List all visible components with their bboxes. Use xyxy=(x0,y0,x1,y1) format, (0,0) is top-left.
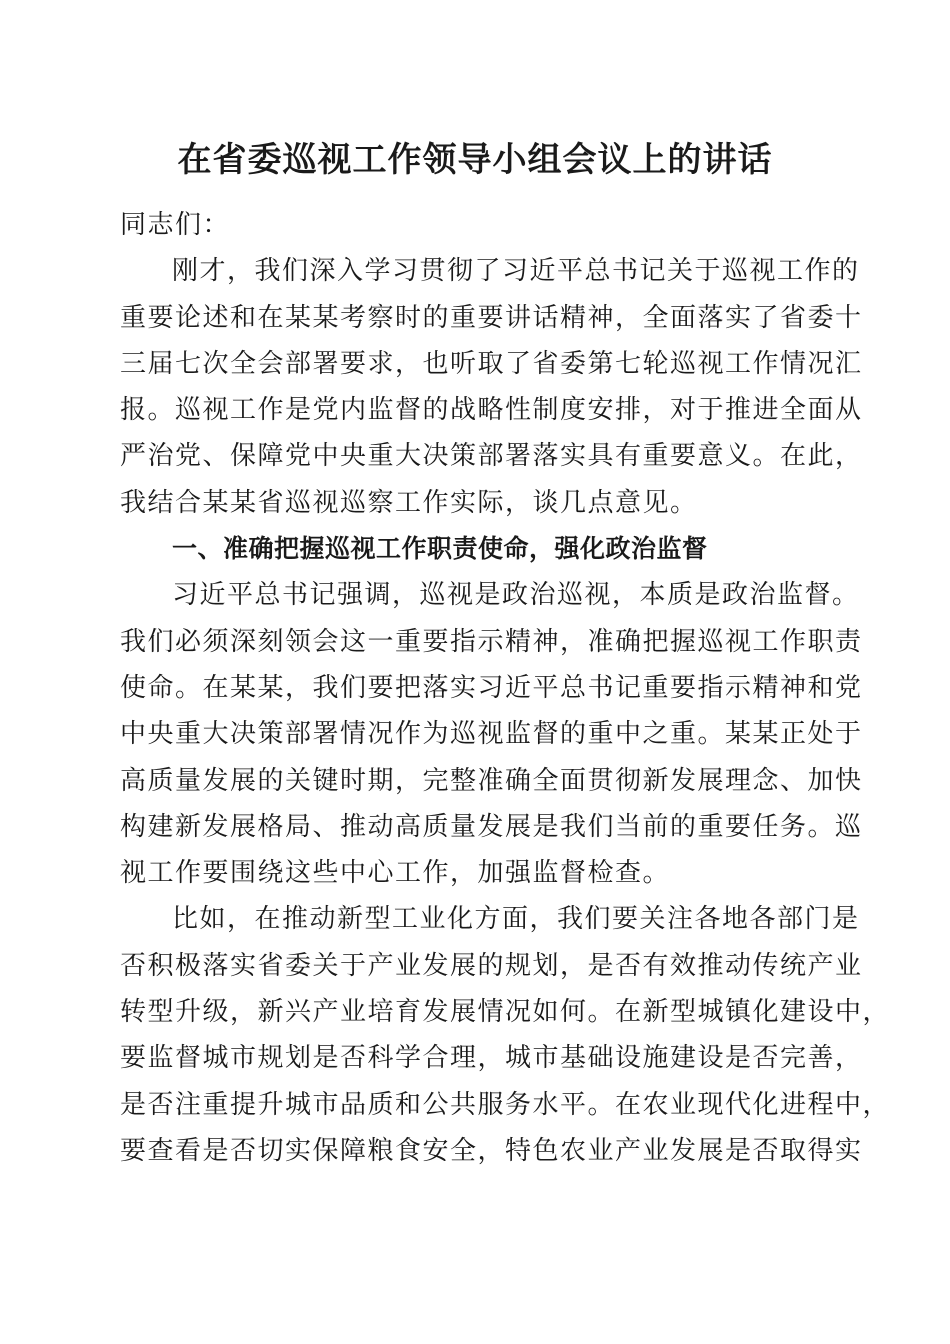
paragraph-line: 报。巡视工作是党内监督的战略性制度安排，对于推进全面从 xyxy=(120,395,863,426)
paragraph-line: 我们必须深刻领会这一重要指示精神，准确把握巡视工作职责 xyxy=(120,626,863,657)
paragraph-line: 重要论述和在某某考察时的重要讲话精神，全面落实了省委十 xyxy=(120,302,863,333)
document-title: 在省委巡视工作领导小组会议上的讲话 xyxy=(177,140,773,180)
paragraph-line: 转型升级，新兴产业培育发展情况如何。在新型城镇化建设中， xyxy=(120,997,891,1028)
paragraph-line: 要查看是否切实保障粮食安全，特色农业产业发展是否取得实 xyxy=(120,1135,863,1166)
paragraph-line: 高质量发展的关键时期，完整准确全面贯彻新发展理念、加快 xyxy=(120,765,863,796)
paragraph-line: 中央重大决策部署情况作为巡视监督的重中之重。某某正处于 xyxy=(120,719,863,750)
paragraph-line: 要监督城市规划是否科学合理，城市基础设施建设是否完善， xyxy=(120,1043,863,1074)
paragraph-line: 刚才，我们深入学习贯彻了习近平总书记关于巡视工作的 xyxy=(172,256,860,287)
paragraph-line: 习近平总书记强调，巡视是政治巡视，本质是政治监督。 xyxy=(172,580,860,611)
salutation: 同志们： xyxy=(120,210,231,240)
paragraph-line: 严治党、保障党中央重大决策部署落实具有重要意义。在此， xyxy=(120,441,863,472)
paragraph-line: 视工作要围绕这些中心工作，加强监督检查。 xyxy=(120,858,671,889)
section-heading: 一、准确把握巡视工作职责使命，强化政治监督 xyxy=(172,534,708,564)
paragraph-line: 是否注重提升城市品质和公共服务水平。在农业现代化进程中， xyxy=(120,1089,891,1120)
paragraph-line: 三届七次全会部署要求，也听取了省委第七轮巡视工作情况汇 xyxy=(120,348,863,379)
paragraph-line: 使命。在某某，我们要把落实习近平总书记重要指示精神和党 xyxy=(120,672,863,703)
paragraph-line: 我结合某某省巡视巡察工作实际，谈几点意见。 xyxy=(120,487,698,518)
document-body xyxy=(120,202,891,1174)
paragraph-line: 比如，在推动新型工业化方面，我们要关注各地各部门是 xyxy=(172,904,860,935)
paragraph-line: 否积极落实省委关于产业发展的规划，是否有效推动传统产业 xyxy=(120,950,863,981)
paragraph-line: 构建新发展格局、推动高质量发展是我们当前的重要任务。巡 xyxy=(120,811,863,842)
